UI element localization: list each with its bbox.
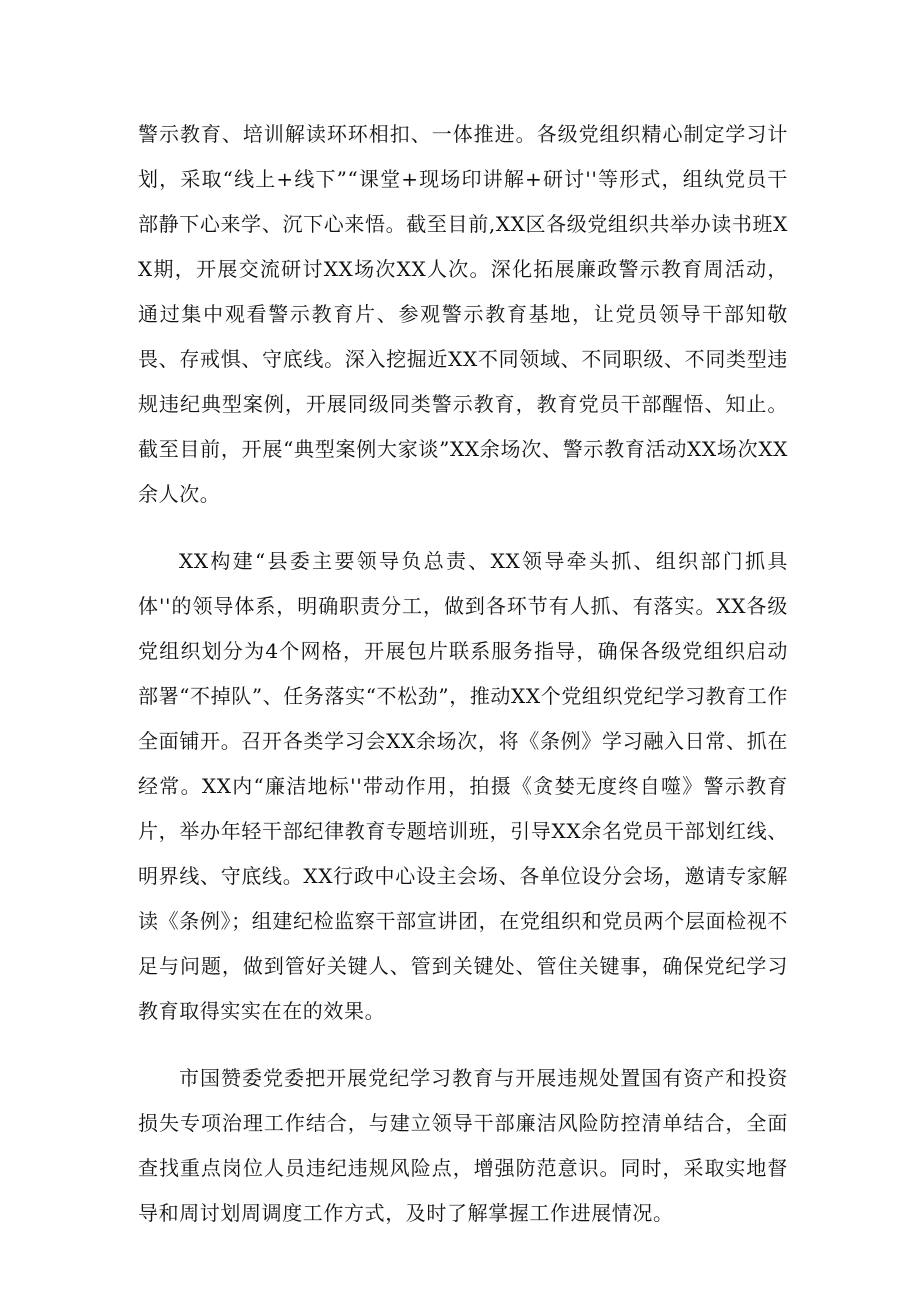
paragraph-3: 市国赞委党委把开展党纪学习教育与开展违规处置国有资产和投资损失专项治理工作结合，与建立领导干部廉洁风险防控清单结合，全面查找重点岗位人员违纪违规风险点，增强防范意识。同时，采取实地督导和周讨划周调度工作方式，及时了解掌握工作进展情况。 bbox=[138, 1066, 788, 1225]
paragraph-gap bbox=[138, 1034, 788, 1056]
paragraph-gap bbox=[138, 517, 788, 539]
paragraph-1: 警示教育、培训解读环环相扣、一体推进。各级党组织精心制定学习计划，采取“线上+线下”“课堂+现场印讲解+研讨''等形式，组纨党员干部静下心来学、沉下心来悟。截至目前,XX区各级党组织共举办读书班XX期，开展交流研讨XX场次XX人次。深化拓展廉政警示教育周活动，通过集中观看警示教育片、参观警示教育基地，让党员领导干部知敬畏、存戒惧、守底线。深入挖掘近XX不同领域、不同职级、不同类型违规违纪典型案例，开展同级同类警示教育，教育党员干部醒悟、知止。截至目前，开展“典型案例大家谈”XX余场次、警示教育活动XX场次XX余人次。 bbox=[138, 122, 788, 506]
paragraph-2: XX构建“县委主要领导负总责、XX领导牵头抓、组织部门抓具体''的领导体系，明确职责分工，做到各环节有人抓、有落实。XX各级党组织划分为4个网格，开展包片联系服务指导，确保各级党组织启动部署“不掉队”、任务落实“不松劲”，推动XX个党组织党纪学习教育工作全面铺开。召开各类学习会XX余场次，将《条例》学习融入日常、抓在经常。XX内“廉洁地标''带动作用，拍摄《贪婪无度终自噬》警示教育片，举办年轻干部纪律教育专题培训班，引导XX余名党员干部划红线、明界线、守底线。XX行政中心设主会场、各单位设分会场，邀请专家解读《条例》；组建纪检监察干部宣讲团，在党组织和党员两个层面检视不足与问题，做到管好关键人、管到关键处、管住关键事，确保党纪学习教育取得实实在在的效果。 bbox=[138, 549, 788, 1023]
document-body bbox=[138, 112, 788, 1236]
